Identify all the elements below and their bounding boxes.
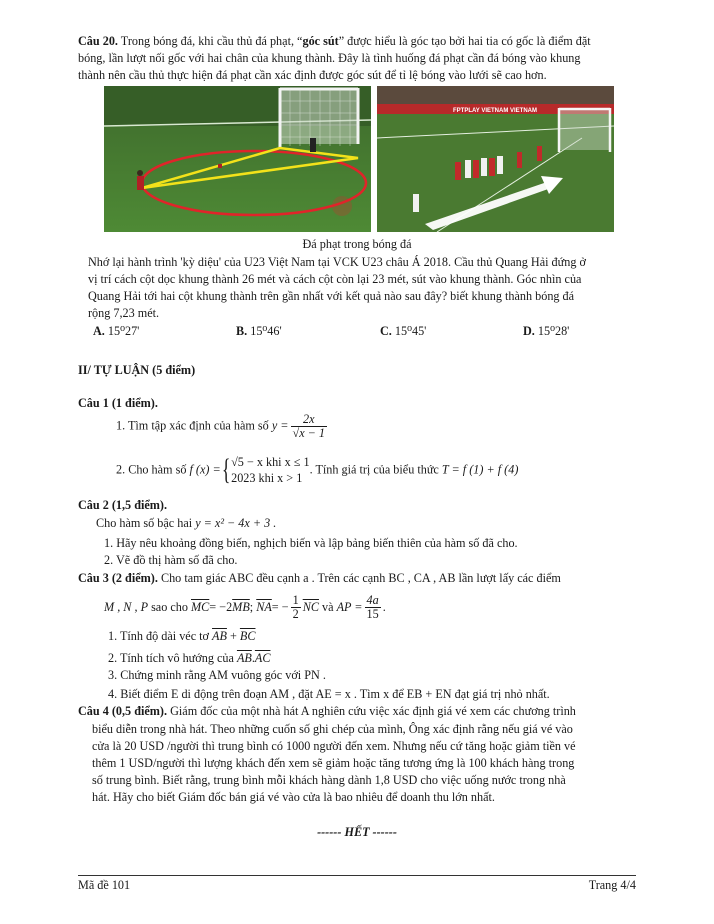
c2-label: Câu 2 (1,5 điểm). [78, 498, 168, 512]
c4-line5: số trung bình. Biết rằng, trung bình mỗi khách hàng dành 1,8 USD cho việc uống nước trong nhà [92, 773, 566, 787]
c2-item1: 1. Hãy nêu khoảng đồng biến, nghịch biến và lập bảng biến thiên của hàm số đã cho. [104, 536, 518, 550]
c2-intro: Cho hàm số bậc hai y = x² − 4x + 3 . [96, 516, 277, 530]
c4-line1: Câu 4 (0,5 điểm). Giám đốc của một nhà hát A nghiên cứu việc xác định giá vé xem các chương trình [78, 704, 576, 718]
c3-item1: 1. Tính độ dài véc tơ $\overline{AB} + \overline{BC}$ [108, 629, 256, 643]
c3-intro: Câu 3 (2 điểm). Cho tam giác ABC đều cạnh a . Trên các cạnh BC , CA , AB lần lượt lấy các điểm [78, 571, 561, 585]
free-kick-match-photo [377, 86, 614, 232]
c1-item2: 2. Cho hàm số f (x) ={ √5 − x khi x ≤ 1 2023 khi x > 1 . Tính giá trị của biểu thức T = f (1) + f (4) [116, 453, 519, 486]
stadium-banner-text: FPTPLAY VIETNAM VIETNAM [452, 108, 538, 114]
q20-intro-line2: bóng, lần lượt nối gốc với hai chân của khung thành. Đây là tình huống đá phạt cần đá bóng vào khung [78, 51, 581, 65]
c3-item2: 2. Tính tích vô hướng của $\overline{AB}.\overline{AC}$ [108, 651, 271, 665]
c1-fraction: $\frac{2x}{√x - 1}$ [292, 412, 326, 440]
c1-item1: 1. Tìm tập xác định của hàm số y = $\frac{2x}{√x - 1}$ [116, 412, 326, 440]
c3-label: Câu 3 (2 điểm). [78, 571, 158, 585]
q20-intro-line3: thành nên cầu thủ thực hiện đá phạt cần xác định được góc sút để tỉ lệ bóng vào lưới sẽ cao hơn. [78, 68, 547, 82]
c1-label: Câu 1 (1 điểm). [78, 396, 158, 410]
figure-caption: Đá phạt trong bóng đá [302, 237, 412, 251]
q20-term: góc sút [302, 34, 339, 48]
option-b[interactable]: B. 15⁰46' [236, 324, 282, 338]
q20-label: Câu 20. [78, 34, 118, 48]
c4-label: Câu 4 (0,5 điểm). [78, 704, 168, 718]
free-kick-match-illustration [377, 86, 614, 232]
q20-body-line1: Nhớ lại hành trình 'kỳ diệu' của U23 Việt Nam tại VCK U23 châu Á 2018. Cầu thủ Quang Hải đứng ở [88, 255, 586, 269]
c2-item2: 2. Vẽ đồ thị hàm số đã cho. [104, 553, 238, 567]
footer-page-number: Trang 4/4 [588, 878, 636, 892]
free-kick-angle-illustration [104, 86, 371, 232]
q20-body-line4: rộng 7,23 mét. [88, 306, 160, 320]
footer-exam-code: Mã đề 101 [78, 878, 131, 892]
c3-half-fraction: $\frac{1}{2}$ [292, 593, 299, 621]
brace-symbol: { [221, 453, 231, 486]
end-mark: ------ HẾT ------ [317, 825, 397, 839]
c4-line6: hát. Hãy cho biết Giám đốc bán giá vé vào cửa là bao nhiêu để doanh thu lớn nhất. [92, 790, 495, 804]
option-d[interactable]: D. 15⁰28' [523, 324, 570, 338]
c3-conditions: M , N , P sao cho $\overline{MC}= -2\overline{MB}$; $\overline{NA}=$ − $\frac{1}{2}$ $\overline{NC}$ và AP = $\frac{4a}{15}$ . [104, 593, 386, 621]
c3-item3: 3. Chứng minh rằng AM vuông góc với PN . [108, 668, 326, 682]
c4-line3: cửa là 20 USD /người thì trung bình có 1000 người đến xem. Nhưng nếu cứ tăng hoặc giảm tiền vé [92, 739, 576, 753]
option-a[interactable]: A. 15⁰27' [93, 324, 140, 338]
c4-line2: biểu diễn trong nhà hát. Theo những cuốn số ghi chép của mình, Ông xác định rằng nếu giá vé vào [92, 722, 573, 736]
c3-ap-fraction: $\frac{4a}{15}$ [366, 593, 379, 621]
piecewise-cases: √5 − x khi x ≤ 1 2023 khi x > 1 [231, 455, 310, 485]
option-c[interactable]: C. 15⁰45' [380, 324, 427, 338]
footer-rule [78, 875, 636, 876]
q20-body-line2: vị trí cách cột dọc khung thành 26 mét và cách cột còn lại 23 mét, sút vào khung thành. Góc nhìn của [88, 272, 582, 286]
q20-body-line3: Quang Hải tới hai cột khung thành trên gần nhất với kết quả nào sau đây? biết khung thành bóng đá [88, 289, 575, 303]
free-kick-angle-photo [104, 86, 371, 232]
c3-item4: 4. Biết điểm E di động trên đoạn AM , đặt AE = x . Tìm x để EB + EN đạt giá trị nhỏ nhất. [108, 687, 550, 701]
q20-intro-line1: Câu 20. Trong bóng đá, khi cầu thủ đá phạt, “góc sút” được hiểu là góc tạo bởi hai tia có gốc là điểm đặt [78, 34, 591, 48]
c4-line4: thêm 1 USD/người thì lượng khách đến xem sẽ giảm hoặc tăng tương ứng là 100 khách hàng trong [92, 756, 575, 770]
section-title: II/ TỰ LUẬN (5 điểm) [78, 363, 196, 377]
